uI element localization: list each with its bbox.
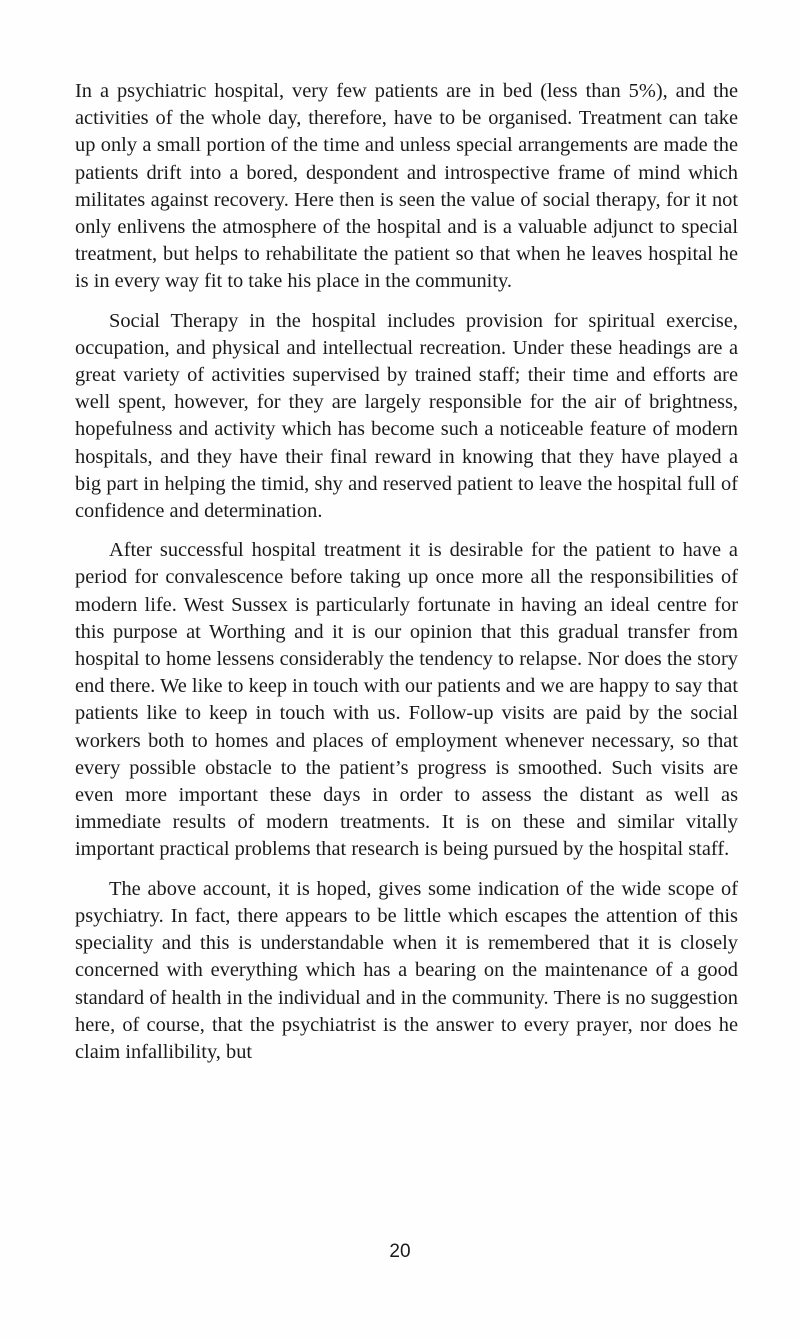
paragraph-convalescence: After successful hospital treatment it is desirable for the patient to have a period for convalescence before taking up once more all the responsibilities of modern life. West Sussex is particularly fortunate in having an ideal centre for this purpose at Worthing and it is our opinion that this gradual transfer from hospital to home lessens considerably the tendency to relapse. Nor does the story end there. We like to keep in touch with our patients and we are happy to say that patients like to keep in touch with us. Follow-up visits are paid by the social workers both to homes and places of employment whenever necessary, so that every possible obstacle to the patient’s progress is smoothed. Such visits are even more important these days in order to assess the distant as well as immediate results of modern treatments. It is on these and similar vitally important practical problems that research is being pursued by the hospital staff. — [75, 539, 738, 861]
paragraph-hospital-activities: In a psychiatric hospital, very few patients are in bed (less than 5%), and the activities of the whole day, therefore, have to be organised. Treatment can take up only a small portion of the time and unless special arrangements are made the patients drift into a bored, despondent and introspective frame of mind which militates against recovery. Here then is seen the value of social therapy, for it not only enlivens the atmosphere of the hospital and is a valuable adjunct to special treatment, but helps to rehabilitate the patient so that when he leaves hospital he is in every way fit to take his place in the community. — [75, 80, 738, 293]
page-number: 20 — [389, 1241, 411, 1262]
body-text — [75, 78, 738, 1066]
paragraph-social-therapy: Social Therapy in the hospital includes provision for spiritual exercise, occupation, and physical and intellectual recreation. Under these headings are a great variety of activities supervised by trained staff; their time and efforts are well spent, however, for they are largely responsible for the air of brightness, hopefulness and activity which has become such a noticeable feature of modern hospitals, and they have their final reward in knowing that they have played a big part in helping the timid, shy and reserved patient to leave the hospital full of confidence and determination. — [75, 309, 738, 523]
paragraph-scope-of-psychiatry: The above account, it is hoped, gives some indication of the wide scope of psychiatry. In fact, there appears to be little which escapes the attention of this speciality and this is understandable when it is remembered that it is closely concerned with everything which has a bearing on the maintenance of a good standard of health in the individual and in the community. There is no suggestion here, of course, that the psychiatrist is the answer to every prayer, nor does he claim infallibility, but — [75, 877, 738, 1063]
